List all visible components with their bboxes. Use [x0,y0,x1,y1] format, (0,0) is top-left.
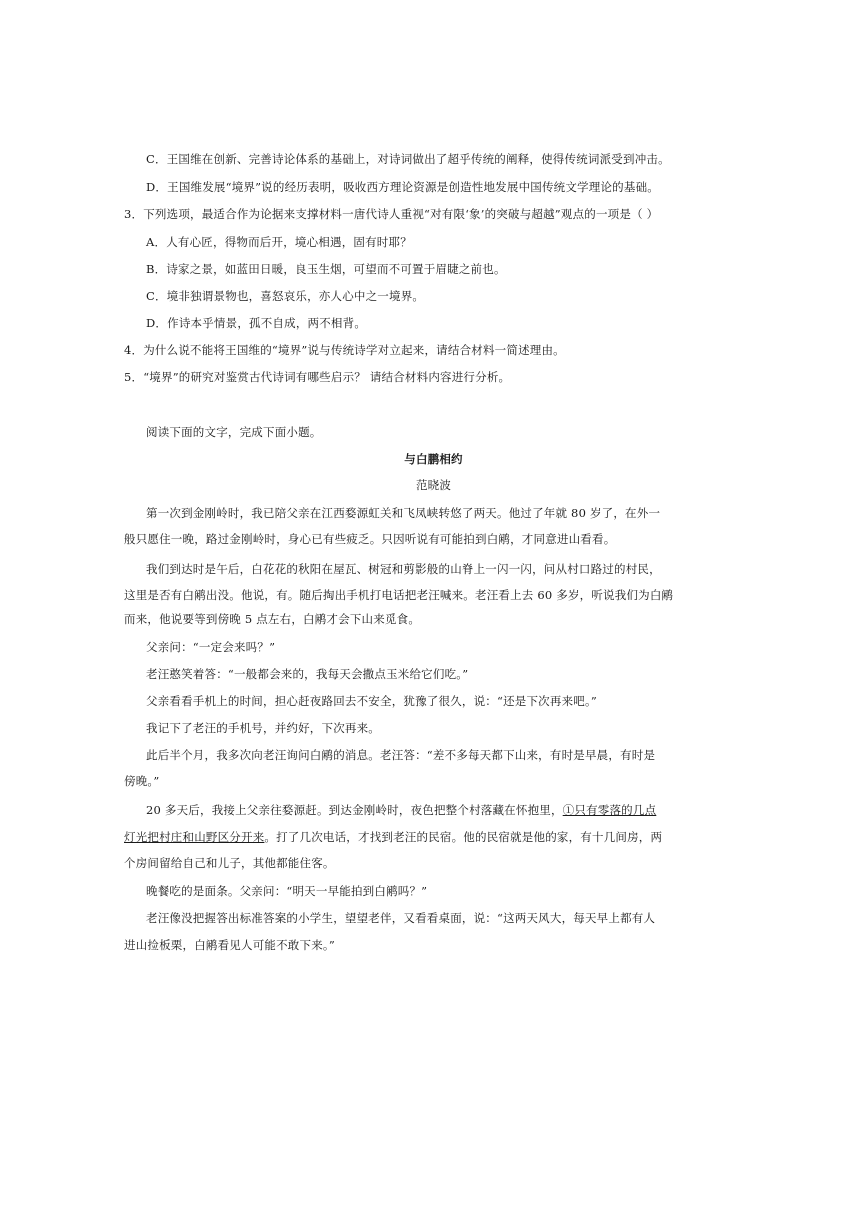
paragraph-line: 而来，他说要等到傍晚 5 点左右，白鹇才会下山来觅食。 [124,612,421,626]
paragraph-line: 这里是否有白鹇出没。他说，有。随后掏出手机打电话把老汪喊来。老汪看上去 60 多岁，听说我们为白鹇 [124,588,674,602]
question-3: 3．下列选项，最适合作为论据来支撑材料一唐代诗人重视“对有限‘象’的突破与超越”观点的一项是（ ） [124,207,659,221]
question-3-option-c: C．境非独谓景物也，喜怒哀乐，亦人心中之一境界。 [146,289,425,303]
paragraph-line: 个房间留给自己和儿子，其他都能住客。 [124,856,335,870]
paragraph-line: 父亲看看手机上的时间，担心赶夜路回去不安全，犹豫了很久，说：“还是下次再来吧。” [146,694,598,708]
reading-instruction: 阅读下面的文字，完成下面小题。 [146,425,322,439]
paragraph-line: 第一次到金刚岭时，我已陪父亲在江西婺源虹关和飞凤峡转悠了两天。他过了年就 80 岁了，在外一 [146,506,661,520]
paragraph-text: 20 多天后，我接上父亲往婺源赶。到达金刚岭时，夜色把整个村落藏在怀抱里， [146,803,563,817]
article-author: 范晓波 [415,478,452,492]
paragraph-line: 我记下了老汪的手机号，并约好，下次再来。 [146,721,380,735]
paragraph-line: 晚餐吃的是面条。父亲问：“明天一早能拍到白鹇吗？” [146,884,428,898]
paragraph-line: 般只愿住一晚，路过金刚岭时，身心已有些疲乏。只因听说有可能拍到白鹇，才同意进山看看。 [124,532,616,546]
paragraph-line-with-underline [124,829,662,845]
question-5: 5．“境界”的研究对鉴赏古代诗词有哪些启示？ 请结合材料内容进行分析。 [124,370,511,384]
option-c-previous: C．王国维在创新、完善诗论体系的基础上，对诗词做出了超乎传统的阐释，使得传统词派受到冲击。 [146,152,670,166]
question-3-option-a: A．人有心匠，得物而后开，境心相遇，固有时耶？ [146,235,412,249]
paragraph-line-with-marker [146,802,656,818]
paragraph-line: 傍晚。” [124,774,160,788]
question-3-option-d: D．作诗本乎情景，孤不自成，两不相背。 [146,316,367,330]
paragraph-line: 我们到达时是午后，白花花的秋阳在屋瓦、树冠和剪影般的山脊上一闪一闪，问从村口路过的村民， [146,562,661,576]
underlined-sentence-1-continued: 灯光把村庄和山野区分开来 [124,830,265,844]
option-d-previous: D．王国维发展“境界”说的经历表明，吸收西方理论资源是创造性地发展中国传统文学理论的基础。 [146,180,659,194]
question-3-option-b: B．诗家之景，如蓝田日暖，良玉生烟，可望而不可置于眉睫之前也。 [146,262,506,276]
paragraph-line: 老汪像没把握答出标准答案的小学生，望望老伴，又看看桌面，说：“这两天风大，每天早上都有人 [146,911,656,925]
paragraph-line: 老汪憨笑着答：“一般都会来的，我每天会撒点玉米给它们吃。” [146,667,469,681]
paragraph-line: 进山捡板栗，白鹇看见人可能不敢下来。” [124,938,335,952]
article-title: 与白鹏相约 [404,452,463,466]
paragraph-text: 。打了几次电话，才找到老汪的民宿。他的民宿就是他的家，有十几间房，两 [264,830,663,844]
paragraph-line: 此后半个月，我多次向老汪询问白鹇的消息。老汪答：“差不多每天都下山来，有时是早晨，有时是 [146,748,656,762]
paragraph-line: 父亲问：“一定会来吗？” [146,640,276,654]
question-4: 4．为什么说不能将王国维的“境界”说与传统诗学对立起来，请结合材料一简述理由。 [124,343,565,357]
underlined-sentence-1: ①只有零落的几点 [562,803,657,817]
